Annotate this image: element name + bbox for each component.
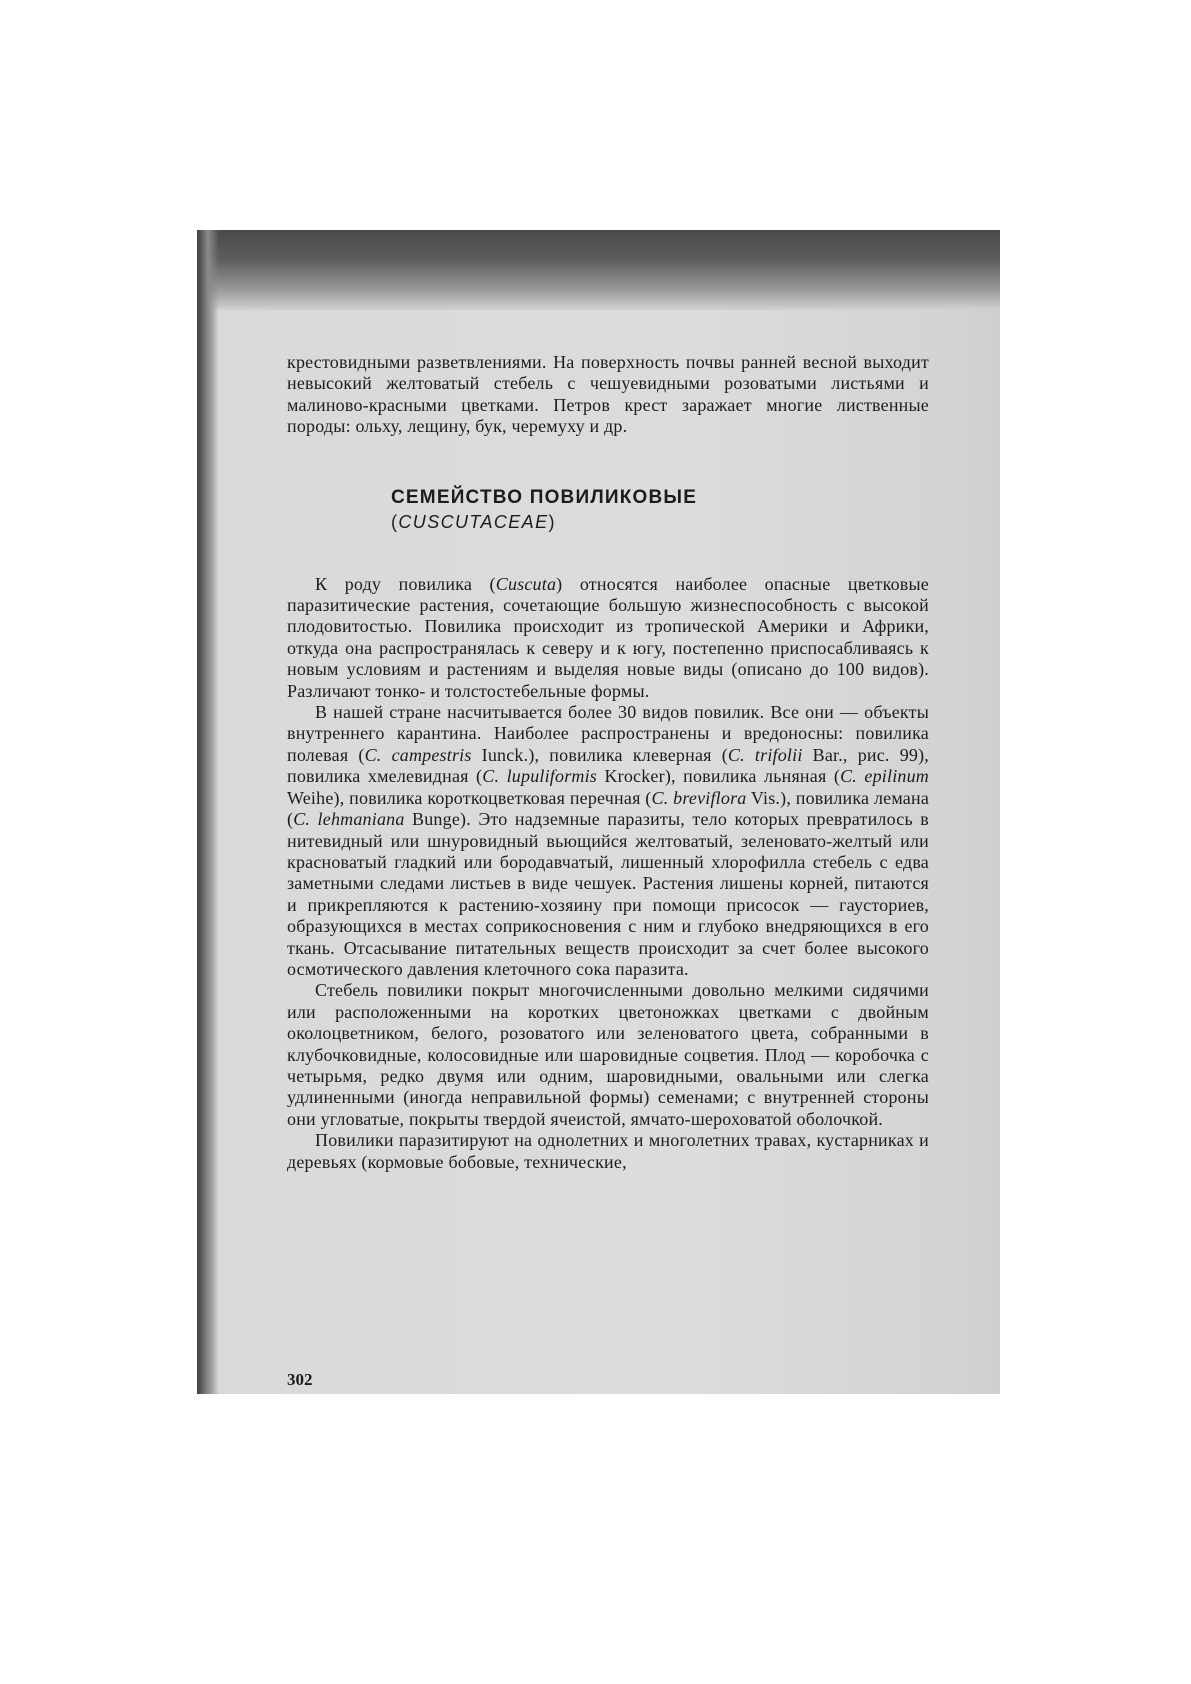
text-run: Krocker), повилика льняная ( xyxy=(597,766,841,787)
paragraph-4: Повилики паразитируют на однолетних и многолетних травах, кустарниках и деревьях (кормовые бобовые, технические, xyxy=(287,1130,929,1172)
paragraph-1 xyxy=(287,574,929,702)
page-number: 302 xyxy=(287,1370,313,1389)
latin-term: C. trifolii xyxy=(727,744,803,765)
text-run: Vis.), повилика лемана ( xyxy=(287,787,930,830)
text-run: Bar., рис. 99), повилика хмелевидная ( xyxy=(287,744,929,787)
text-run: Iunck.), повилика клеверная ( xyxy=(471,744,728,765)
scan-top-shadow xyxy=(197,230,1000,310)
latin-term: C. lehmaniana xyxy=(293,809,405,830)
latin-open-paren: ( xyxy=(391,511,399,532)
text-run: ) относятся наиболее опасные цветковые паразитические растения, сочетающие большую жизнеспособность с высокой плодовитостью. Повилика происходит из тропической Америки и Африки, откуда она распространялась к северу и к югу, постепенно приспосабливаясь к новым условиям и растениям и выделяя новые виды (описано до 100 видов). Различают тонко- и толстостебельные формы. xyxy=(287,573,929,701)
latin-close-paren: ) xyxy=(548,511,556,532)
section-title: СЕМЕЙСТВО ПОВИЛИКОВЫЕ xyxy=(391,486,698,508)
paragraph-3: Стебель повилики покрыт многочисленными довольно мелкими сидячими или расположенными на коротких цветоножках цветками с двойным околоцветником, белого, розоватого или зеленоватого цвета, собранными в клубочковидные, колосовидные или шаровидные соцветия. Плод — коробочка с четырьмя, редко двумя или одним, шаровидными, овальными или слегка удлиненными (иногда неправильной формы) семенами; с внутренней стороны они угловатые, покрыты твердой ячеистой, ямчато-шероховатой оболочкой. xyxy=(287,980,929,1129)
section-latin-name xyxy=(391,510,929,534)
scan-binding-shadow xyxy=(197,230,219,1394)
paragraph-intro: крестовидными разветвлениями. На поверхность почвы ранней весной выходит невысокий желтоватый стебель с чешуевидными розоватыми листьями и малиново-красными цветками. Петров крест заражает многие лиственные породы: ольху, лещину, бук, черемуху и др. xyxy=(287,352,929,437)
latin-family-name: CUSCUTACEAE xyxy=(398,511,549,532)
latin-term: C. breviflora xyxy=(651,787,747,808)
section-heading xyxy=(287,486,929,534)
text-run: Weihe), повилика короткоцветковая перечная ( xyxy=(287,787,652,808)
page-text-block xyxy=(287,352,929,1173)
text-run: Bunge). Это надземные паразиты, тело которых превратилось в нитевидный или шнуровидный вьющийся желтоватый, зеленовато-желтый или красноватый гладкий или бородавчатый, лишенный хлорофилла стебель с едва заметными следами листьев в виде чешуек. Растения лишены корней, питаются и прикрепляются к растению-хозяину при помощи присосок — гаусториев, образующихся в местах соприкосновения с ним и глубоко внедряющихся в его ткань. Отсасывание питательных веществ происходит за счет более высокого осмотического давления клеточного сока паразита. xyxy=(287,809,929,979)
latin-term: Cuscuta xyxy=(495,573,557,594)
latin-term: C. lupuliformis xyxy=(482,766,598,787)
paragraph-2 xyxy=(287,702,929,980)
latin-term: C. epilinum xyxy=(840,766,929,787)
text-run: К роду повилика ( xyxy=(315,573,496,594)
text-run: В нашей стране насчитывается более 30 видов повилик. Все они — объекты внутреннего карантина. Наиболее распространены и вредоносны: повилика полевая ( xyxy=(287,702,929,765)
latin-term: C. campestris xyxy=(364,744,472,765)
